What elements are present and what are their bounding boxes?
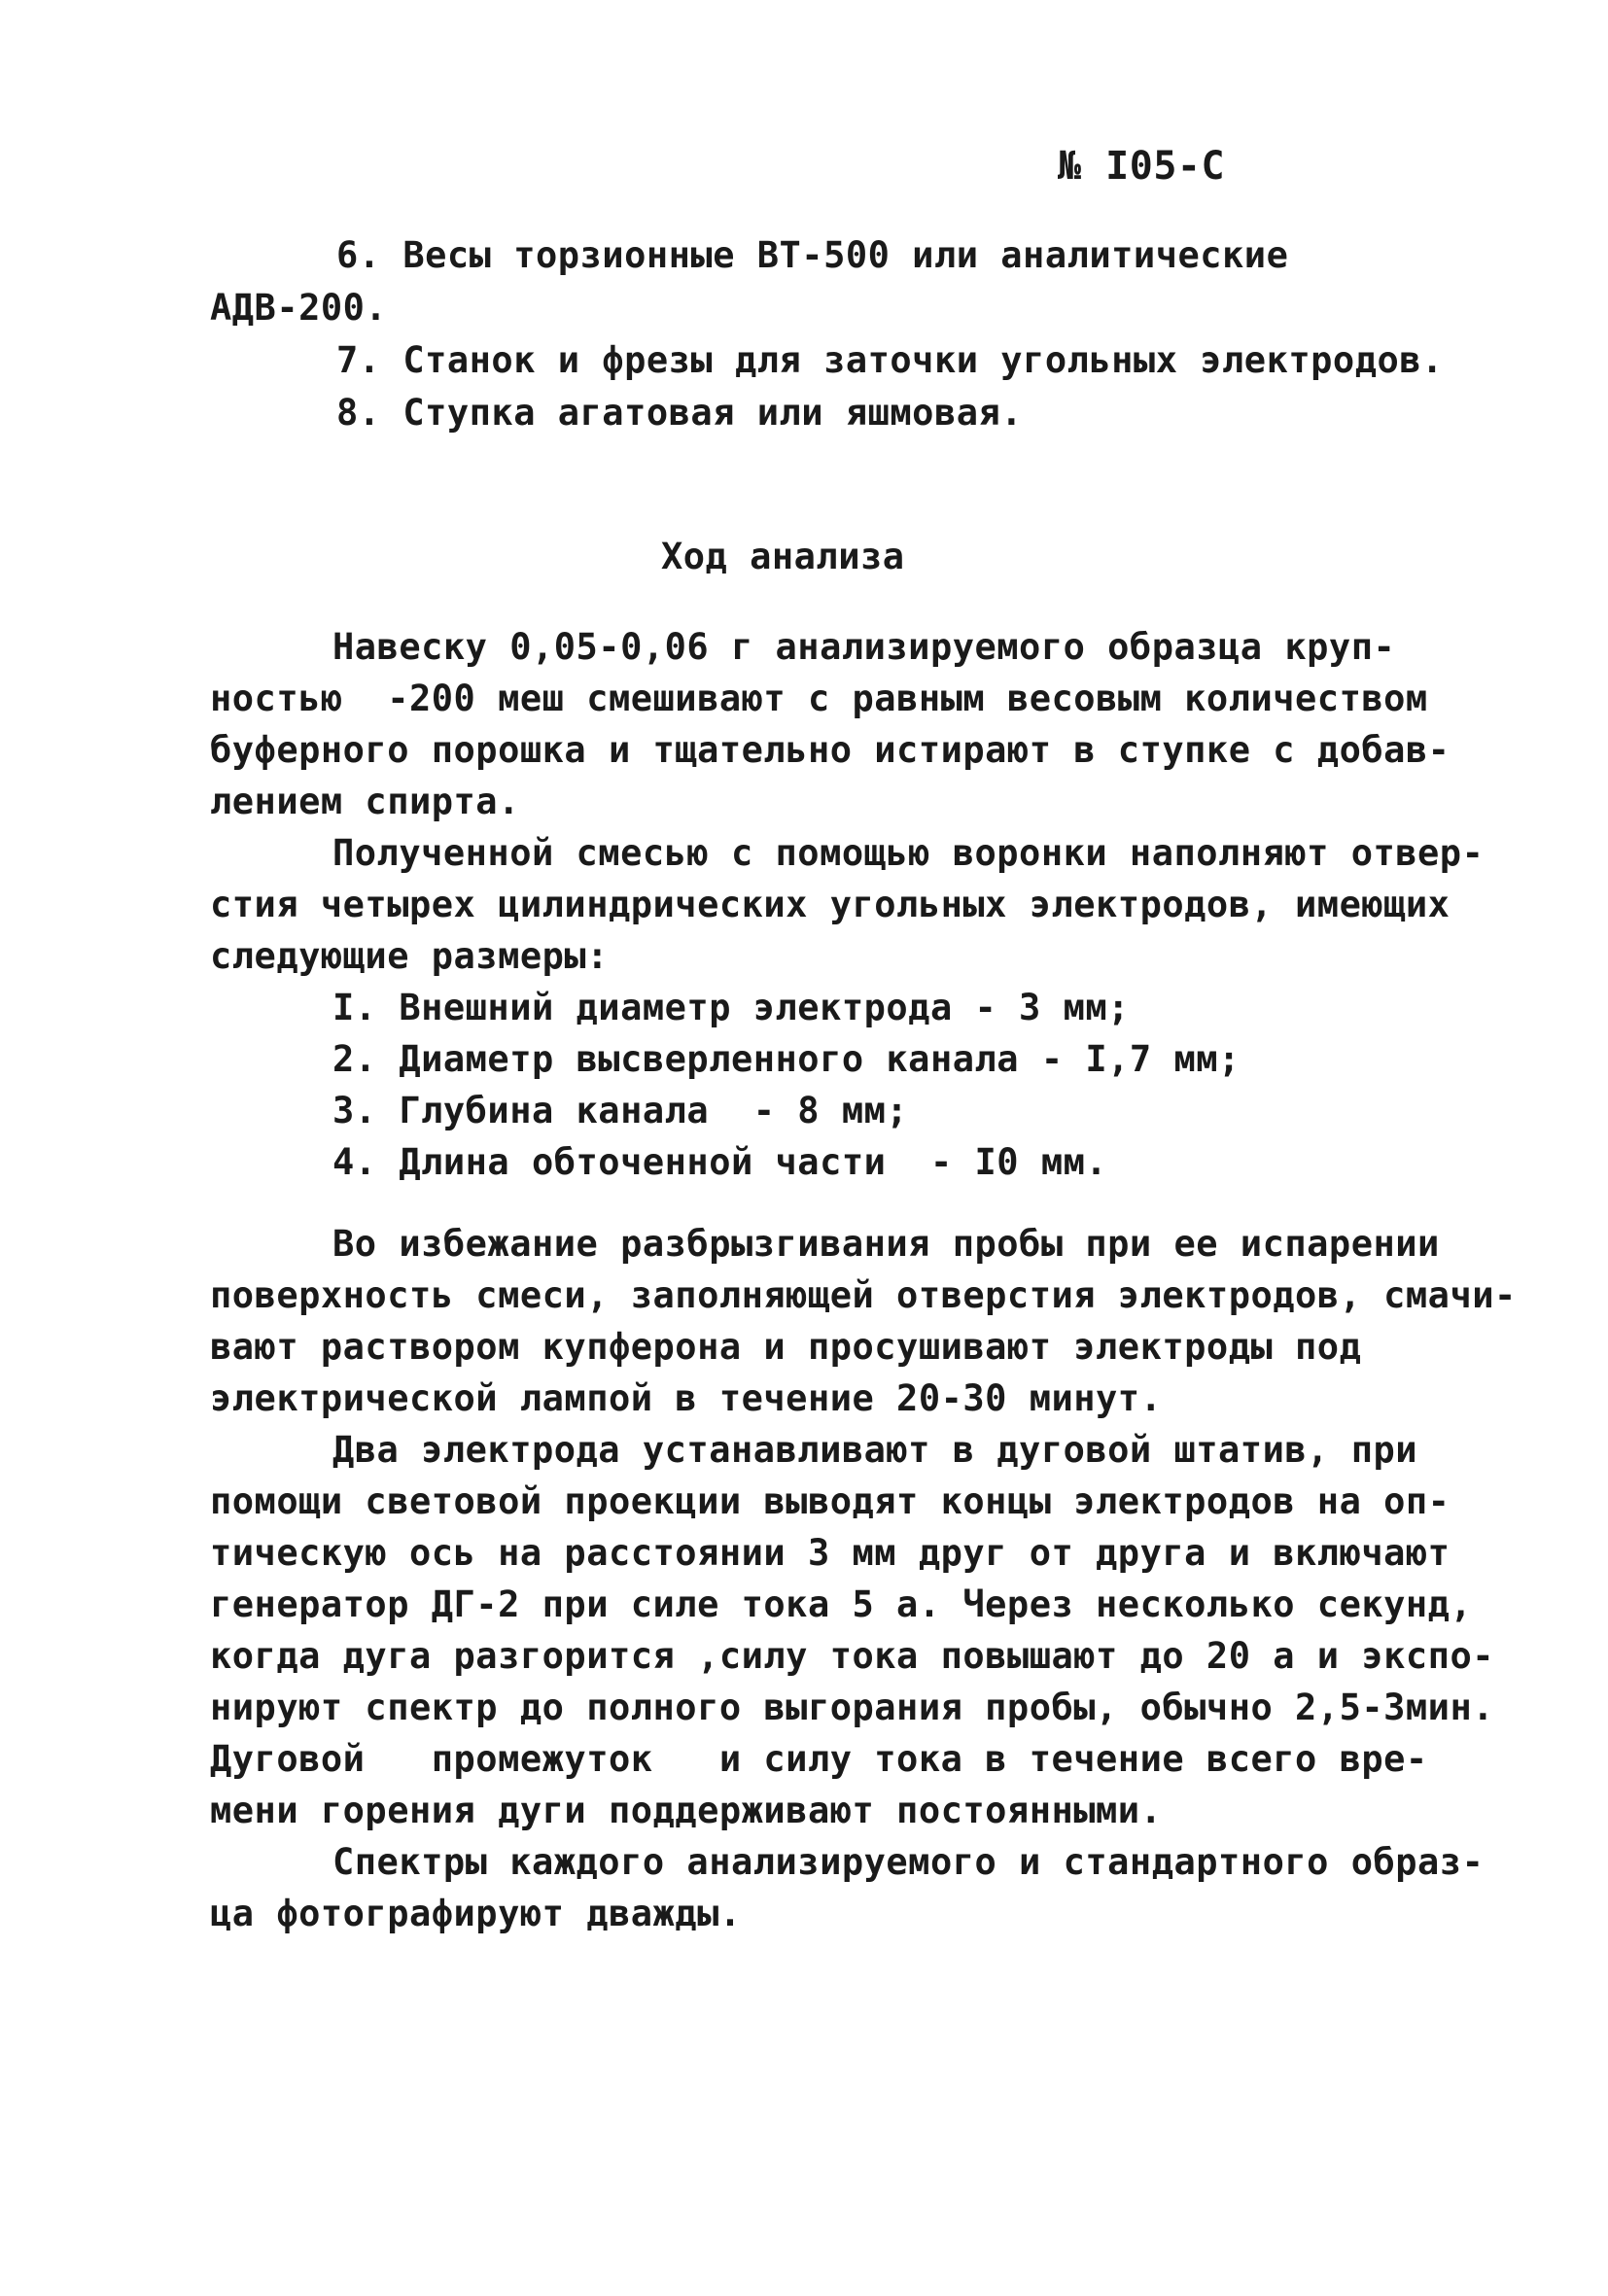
equipment-item-7: 7. Станок и фрезы для заточки угольных электродов. (336, 339, 1444, 381)
paragraph-4-line-6: нируют спектр до полного выгорания пробы, обычно 2,5-3мин. (210, 1687, 1495, 1728)
paragraph-4-line-7: Дуговой промежуток и силу тока в течение всего вре- (210, 1738, 1428, 1780)
dimension-item-3: 3. Глубина канала - 8 мм; (332, 1090, 909, 1131)
paragraph-3-line-3: вают раствором купферона и просушивают электроды под (210, 1326, 1362, 1368)
paragraph-4-line-3: тическую ось на расстоянии 3 мм друг от друга и включают (210, 1532, 1451, 1574)
equipment-item-6-line-1: 6. Весы торзионные ВТ-500 или аналитические (336, 234, 1289, 276)
paragraph-2-line-2: стия четырех цилиндрических угольных электродов, имеющих (210, 884, 1451, 925)
dimension-item-1: I. Внешний диаметр электрода - 3 мм; (332, 987, 1130, 1028)
paragraph-1-line-1: Навеску 0,05-0,06 г анализируемого образца круп- (332, 626, 1396, 668)
paragraph-3-line-4: электрической лампой в течение 20-30 минут. (210, 1377, 1163, 1419)
equipment-item-6-line-2: АДВ-200. (210, 287, 388, 329)
equipment-item-8: 8. Ступка агатовая или яшмовая. (336, 392, 1024, 434)
section-title: Ход анализа (661, 536, 905, 577)
dimension-item-4: 4. Длина обточенной части - I0 мм. (332, 1141, 1108, 1183)
paragraph-4-line-8: мени горения дуги поддерживают постоянными. (210, 1790, 1163, 1831)
document-number: № I05-С (1058, 144, 1226, 189)
paragraph-4-line-2: помощи световой проекции выводят концы электродов на оп- (210, 1480, 1451, 1522)
paragraph-4-line-1: Два электрода устанавливают в дуговой штатив, при (332, 1429, 1418, 1471)
paragraph-4-line-5: когда дуга разгорится ,силу тока повышают до 20 а и экспо- (210, 1635, 1495, 1677)
paragraph-4-line-4: генератор ДГ-2 при силе тока 5 а. Через несколько секунд, (210, 1583, 1473, 1625)
paragraph-5-line-2: ца фотографируют дважды. (210, 1893, 742, 1934)
paragraph-3-line-1: Во избежание разбрызгивания пробы при ее испарении (332, 1223, 1440, 1265)
paragraph-1-line-2: ностью -200 меш смешивают с равным весовым количеством (210, 678, 1428, 719)
paragraph-1-line-3: буферного порошка и тщательно истирают в ступке с добав- (210, 729, 1451, 771)
paragraph-2-line-1: Полученной смесью с помощью воронки наполняют отвер- (332, 832, 1485, 874)
paragraph-1-line-4: лением спирта. (210, 781, 520, 822)
paragraph-3-line-2: поверхность смеси, заполняющей отверстия электродов, смачи- (210, 1274, 1517, 1316)
paragraph-5-line-1: Спектры каждого анализируемого и стандартного образ- (332, 1841, 1485, 1883)
paragraph-2-line-3: следующие размеры: (210, 935, 609, 977)
dimension-item-2: 2. Диаметр высверленного канала - I,7 мм; (332, 1038, 1241, 1080)
